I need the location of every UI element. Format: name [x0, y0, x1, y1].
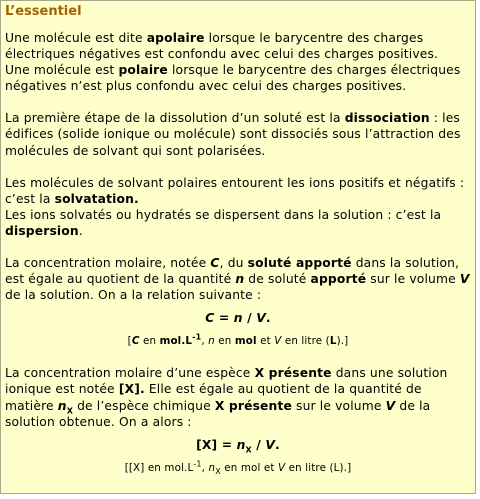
text: de l’espèce chimique: [73, 398, 215, 413]
symbol-subscript-x: X: [66, 405, 74, 415]
note-mol: mol: [234, 335, 257, 348]
symbol-n: n: [57, 398, 67, 413]
units-note-2: [5, 461, 471, 476]
formula-x: [X]: [196, 437, 218, 452]
text: La concentration molaire, notée: [5, 256, 211, 271]
text: dans une solution ionique est notée: [5, 366, 448, 397]
note-text: et: [256, 335, 275, 348]
text: : les édifices (solide ionique ou molécule) sont dissociés sous l’attraction des molécules de solvant qui sont polarisées.: [5, 111, 461, 158]
section-title: L’essentiel: [5, 4, 82, 19]
term-x-presente: X présente: [254, 366, 332, 381]
formula-n: n: [236, 437, 246, 452]
term-apolaire: apolaire: [146, 31, 205, 45]
text: de la solution obtenue. On a alors :: [5, 398, 431, 429]
note-v: V: [274, 335, 282, 348]
text: , du: [219, 256, 248, 271]
note-unit: mol.L: [159, 335, 193, 348]
text: sur le volume: [366, 272, 460, 287]
formula-dot: .: [265, 311, 271, 326]
text: Les molécules de solvant polaires entourent les ions positifs et négatifs : c’est la: [5, 175, 465, 206]
term-solvatation: solvatation.: [54, 191, 139, 206]
note-text: en litre (: [281, 335, 330, 348]
note-text: ,: [201, 335, 209, 348]
note-n: n: [208, 461, 216, 474]
text: dans la solution, est égale au quotient de la quantité: [5, 256, 460, 287]
formula-v: V: [256, 311, 266, 326]
text: Une molécule est: [5, 63, 119, 78]
note-text: ).]: [336, 335, 349, 348]
symbol-v: V: [459, 272, 470, 287]
text: lorsque le barycentre des charges électriques négatives n’est plus confondu avec celui des charges positives.: [5, 63, 461, 94]
note-text: [[X] en mol.L: [124, 461, 194, 474]
note-text: en mol et: [220, 461, 278, 474]
text: Les ions solvatés ou hydratés se dispersent dans la solution : c’est la: [5, 207, 442, 222]
units-note-1: [5, 334, 471, 349]
formula-concentration: [5, 310, 471, 327]
text: .: [78, 223, 83, 238]
note-c: C: [131, 335, 140, 348]
text: Une molécule est dite: [5, 31, 147, 45]
note-text: en litre (L).]: [285, 461, 352, 474]
formula-species: [5, 437, 471, 454]
term-dissociation: dissociation: [344, 111, 430, 126]
term-x-bracket: [X].: [118, 382, 145, 397]
note-text: [: [127, 335, 132, 348]
term-x-presente: X présente: [214, 398, 292, 413]
text: de la solution. On a la relation suivante :: [5, 288, 262, 303]
paragraph-solvatation: [5, 175, 471, 239]
text: sur le volume: [291, 398, 386, 413]
formula-v: V: [265, 437, 276, 452]
formula-slash: /: [242, 311, 257, 326]
paragraph-concentration: [5, 255, 471, 303]
note-subscript-x: X: [215, 466, 221, 476]
note-exponent: -1: [192, 332, 202, 342]
paragraph-polarity: [5, 30, 471, 94]
term-apporte: apporté: [310, 272, 367, 287]
formula-n: n: [233, 311, 243, 326]
symbol-n: n: [235, 272, 245, 287]
text: lorsque le barycentre des charges électriques négatives est confondu avec celui des charges positives.: [5, 31, 439, 62]
formula-dot: .: [275, 437, 280, 452]
formula-subscript-x: X: [245, 445, 252, 455]
text: La première étape de la dissolution d’un soluté est la: [5, 111, 345, 126]
paragraph-dissociation: [5, 110, 471, 158]
text: La concentration molaire d’une espèce: [5, 366, 255, 381]
note-l: L: [329, 335, 337, 348]
note-text: en: [139, 335, 160, 348]
formula-slash: /: [251, 437, 266, 452]
term-solute-apporte: soluté apporté: [247, 256, 352, 271]
term-dispersion: dispersion: [5, 223, 79, 238]
paragraph-species-concentration: [5, 365, 471, 429]
note-text: en: [214, 335, 235, 348]
note-n: n: [208, 335, 215, 348]
note-exponent: -1: [193, 459, 202, 469]
formula-equals: =: [217, 437, 237, 452]
formula-equals: =: [214, 311, 234, 326]
text: de soluté: [244, 272, 311, 287]
note-v: V: [278, 461, 286, 474]
formula-c: C: [205, 311, 215, 326]
text: Elle est égale au quotient de la quantité de matière: [5, 382, 422, 413]
note-text: ,: [201, 461, 209, 474]
symbol-c: C: [210, 256, 220, 271]
symbol-v: V: [385, 398, 396, 413]
term-polaire: polaire: [118, 63, 168, 78]
